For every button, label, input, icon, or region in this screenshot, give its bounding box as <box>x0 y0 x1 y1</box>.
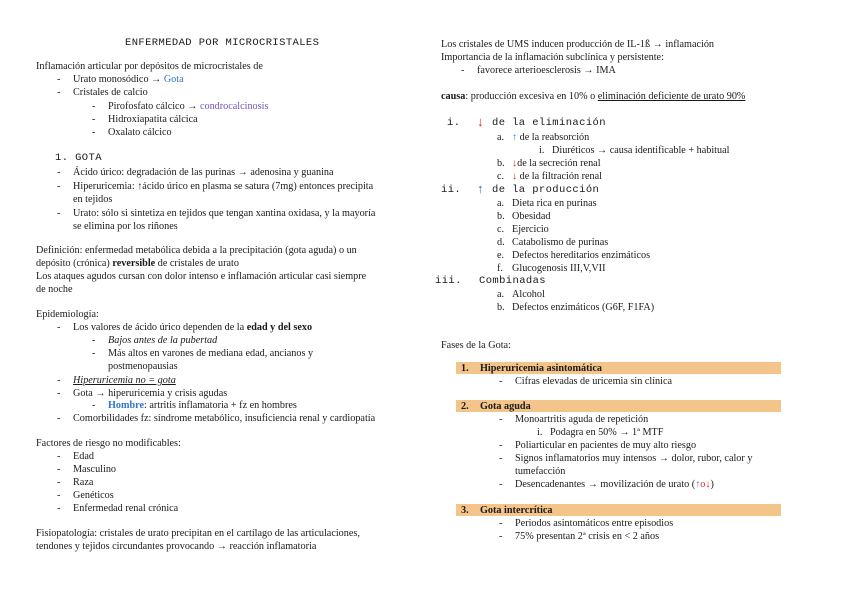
list-label: a. <box>497 289 505 300</box>
fase-2-item: Monoartritis aguda de repetición <box>515 414 649 425</box>
bullet-dash: - <box>92 335 96 346</box>
hiperuricemia-no-gota: Hiperuricemia no = gota <box>73 375 176 386</box>
list-label: c. <box>497 171 505 182</box>
bullet-dash: - <box>461 65 465 76</box>
arrow-up-icon: ↑ <box>477 181 484 196</box>
filtracion-line: ↓ de la filtración renal <box>512 171 602 182</box>
factor-item: Edad <box>73 451 94 462</box>
list-label: i. <box>539 145 545 156</box>
factor-item: Masculino <box>73 464 117 475</box>
bullet-dash: - <box>92 400 96 411</box>
hiperuricemia-line-2: en tejidos <box>73 194 113 205</box>
fase-2-item-cont: tumefacción <box>515 466 566 477</box>
bullet-dash: - <box>499 479 503 490</box>
fase-3-title: Gota intercrítica <box>480 505 553 516</box>
calcio-line: Cristales de calcio <box>73 87 148 98</box>
reabsorcion-line: ↑ de la reabsorción <box>512 132 590 143</box>
bullet-dash: - <box>57 181 61 192</box>
bullet-dash: - <box>499 440 503 451</box>
hidroxiapatita-line: Hidroxiapatita cálcica <box>108 114 198 125</box>
combinadas-title: Combinadas <box>479 275 547 287</box>
bullet-dash: - <box>57 490 61 501</box>
definicion-line-1: Definición: enfermedad metabólica debida a la precipitación (gota aguda) o un <box>36 245 357 256</box>
bullet-dash: - <box>92 101 96 112</box>
produccion-item: Ejercicio <box>512 224 549 235</box>
bullet-dash: - <box>57 208 61 219</box>
definicion-line-4: de noche <box>36 284 73 295</box>
diureticos-line: Diuréticos → causa identificable + habitual <box>552 145 730 156</box>
fisiopatologia-line-1: Fisiopatología: cristales de urato precipitan en el cartílago de las articulaciones, <box>36 528 360 539</box>
edad-sexo-text: edad y del sexo <box>246 322 313 333</box>
bullet-dash: - <box>57 388 61 399</box>
urato-synthesis-line: Urato: sólo si sintetiza en tejidos que tengan xantina oxidasa, y la mayoría <box>73 208 376 219</box>
bajos-line: Bajos antes de la pubertad <box>108 335 218 346</box>
hiperuricemia-line: Hiperuricemia: ↑ácido úrico en plasma se satura (7mg) entonces precipita <box>73 181 374 192</box>
phase-number: 2. <box>461 401 469 412</box>
produccion-title: de la producción <box>492 184 600 196</box>
bullet-dash: - <box>499 518 503 529</box>
oxalato-line: Oxalato cálcico <box>108 127 172 138</box>
factor-item: Raza <box>73 477 94 488</box>
importancia-line: Importancia de la inflamación subclínica y persistente: <box>441 52 664 63</box>
bullet-dash: - <box>499 531 503 542</box>
arrow-down-icon: ↓ <box>512 171 518 182</box>
gota-crisis-line: Gota → hiperuricemia y crisis agudas <box>73 388 228 399</box>
bullet-dash: - <box>57 87 61 98</box>
fase-2-item: Signos inflamatorios muy intensos → dolor, rubor, calor y <box>515 453 753 464</box>
list-label: d. <box>497 237 505 248</box>
causa-line: causa: producción excesiva en 10% o eliminación deficiente de urato 90% <box>441 91 746 102</box>
eliminacion-title: de la eliminación <box>492 117 606 129</box>
fase-3-item: 75% presentan 2ª crisis en < 2 años <box>515 531 660 542</box>
factor-item: Enfermedad renal crónica <box>73 503 179 514</box>
fase-2-title: Gota aguda <box>480 401 531 412</box>
list-label: a. <box>497 198 505 209</box>
bullet-dash: - <box>57 477 61 488</box>
fases-heading: Fases de la Gota: <box>441 340 511 351</box>
bullet-dash: - <box>92 348 96 359</box>
urato-line: Urato monosódico → Gota <box>73 74 184 85</box>
combinadas-item: Defectos enzimáticos (G6F, F1FA) <box>512 302 655 313</box>
list-label: b. <box>497 302 505 313</box>
fase-2-item: Poliarticular en pacientes de muy alto riesgo <box>515 440 697 451</box>
altos-line: Más altos en varones de mediana edad, ancianos y <box>108 348 314 359</box>
produccion-item: Defectos hereditarios enzimáticos <box>512 250 651 261</box>
definicion-line-3: Los ataques agudos cursan con dolor intenso e inflamación articular casi siempre <box>36 271 367 282</box>
secrecion-line: ↓de la secreción renal <box>512 158 601 169</box>
ums-line: Los cristales de UMS inducen producción de IL-1ß → inflamación <box>441 39 715 50</box>
gota-heading: 1. GOTA <box>55 152 102 164</box>
produccion-item: Dieta rica en purinas <box>512 198 597 209</box>
eliminacion-deficiente-text: eliminación deficiente de urato 90% <box>597 91 746 102</box>
comorbilidades-line: Comorbilidades fz: síndrome metabólico, insuficiencia renal y cardiopatía <box>73 413 376 424</box>
phase-number: 1. <box>461 363 469 374</box>
list-label: b. <box>497 158 505 169</box>
desencadenantes-line: Desencadenantes → movilización de urato (↑o↓) <box>515 479 714 490</box>
list-label: a. <box>497 132 505 143</box>
hombre-label: Hombre <box>108 400 145 411</box>
produccion-item: Obesidad <box>512 211 551 222</box>
factores-heading: Factores de riesgo no modificables: <box>36 438 181 449</box>
arrow-down-icon: ↓ <box>477 114 484 129</box>
epidemiologia-heading: Epidemiología: <box>36 309 99 320</box>
arrow-down-icon: ↓ <box>512 158 518 169</box>
list-label: e. <box>497 250 505 261</box>
arrow-up-icon: ↑ <box>512 132 518 143</box>
bullet-dash: - <box>57 74 61 85</box>
arrow-up-icon: ↑ <box>695 479 701 490</box>
podagra-line: Podagra en 50% → 1ª MTF <box>550 427 664 438</box>
arrow-down-icon: ↓ <box>705 479 711 490</box>
combinadas-item: Alcohol <box>512 289 545 300</box>
reversible-text: reversible <box>112 258 156 269</box>
list-label: f. <box>497 263 503 274</box>
bullet-dash: - <box>57 413 61 424</box>
intro-text: Inflamación articular por depósitos de microcristales de <box>36 61 263 72</box>
bullet-dash: - <box>499 376 503 387</box>
produccion-item: Glucogenosis III,V,VII <box>512 263 606 274</box>
pirofosfato-line: Pirofosfato cálcico → condrocalcinosis <box>108 101 269 112</box>
causa-label: causa <box>441 91 466 102</box>
document-title: ENFERMEDAD POR MICROCRISTALES <box>125 37 320 49</box>
valores-line: Los valores de ácido úrico dependen de la edad y del sexo <box>73 322 313 333</box>
bullet-dash: - <box>57 464 61 475</box>
fase-1-title: Hiperuricemia asintomática <box>480 363 602 374</box>
bullet-dash: - <box>92 127 96 138</box>
list-label: c. <box>497 224 505 235</box>
favorece-line: favorece arterioesclerosis → IMA <box>477 65 616 76</box>
factor-item: Genéticos <box>73 490 114 501</box>
roman-ii: ii. <box>441 184 462 196</box>
fase-1-item: Cifras elevadas de uricemia sin clínica <box>515 376 672 387</box>
roman-iii: iii. <box>435 275 462 287</box>
list-label: b. <box>497 211 505 222</box>
definicion-line-2: depósito (crónica) reversible de cristales de urato <box>36 258 239 269</box>
produccion-item: Catabolismo de purinas <box>512 237 609 248</box>
bullet-dash: - <box>92 114 96 125</box>
fase-3-item: Periodos asintomáticos entre episodios <box>515 518 674 529</box>
roman-i: i. <box>447 117 461 129</box>
condrocalcinosis-text: condrocalcinosis <box>199 101 269 112</box>
bullet-dash: - <box>57 322 61 333</box>
bullet-dash: - <box>57 375 61 386</box>
altos-line-2: postmenopausias <box>108 361 178 372</box>
fisiopatologia-line-2: tendones y tejidos circundantes provocando → reacción inflamatoria <box>36 541 317 552</box>
bullet-dash: - <box>57 167 61 178</box>
urato-synthesis-line-2: se elimina por los riñones <box>73 221 178 232</box>
acido-urico-line: Ácido úrico: degradación de las purinas → adenosina y guanina <box>73 167 334 178</box>
bullet-dash: - <box>57 503 61 514</box>
phase-number: 3. <box>461 505 469 516</box>
bullet-dash: - <box>57 451 61 462</box>
hombre-line: Hombre: artritis inflamatoria + fz en hombres <box>108 400 297 411</box>
gota-link: Gota <box>163 74 184 85</box>
bullet-dash: - <box>499 453 503 464</box>
bullet-dash: - <box>499 414 503 425</box>
list-label: i. <box>537 427 543 438</box>
